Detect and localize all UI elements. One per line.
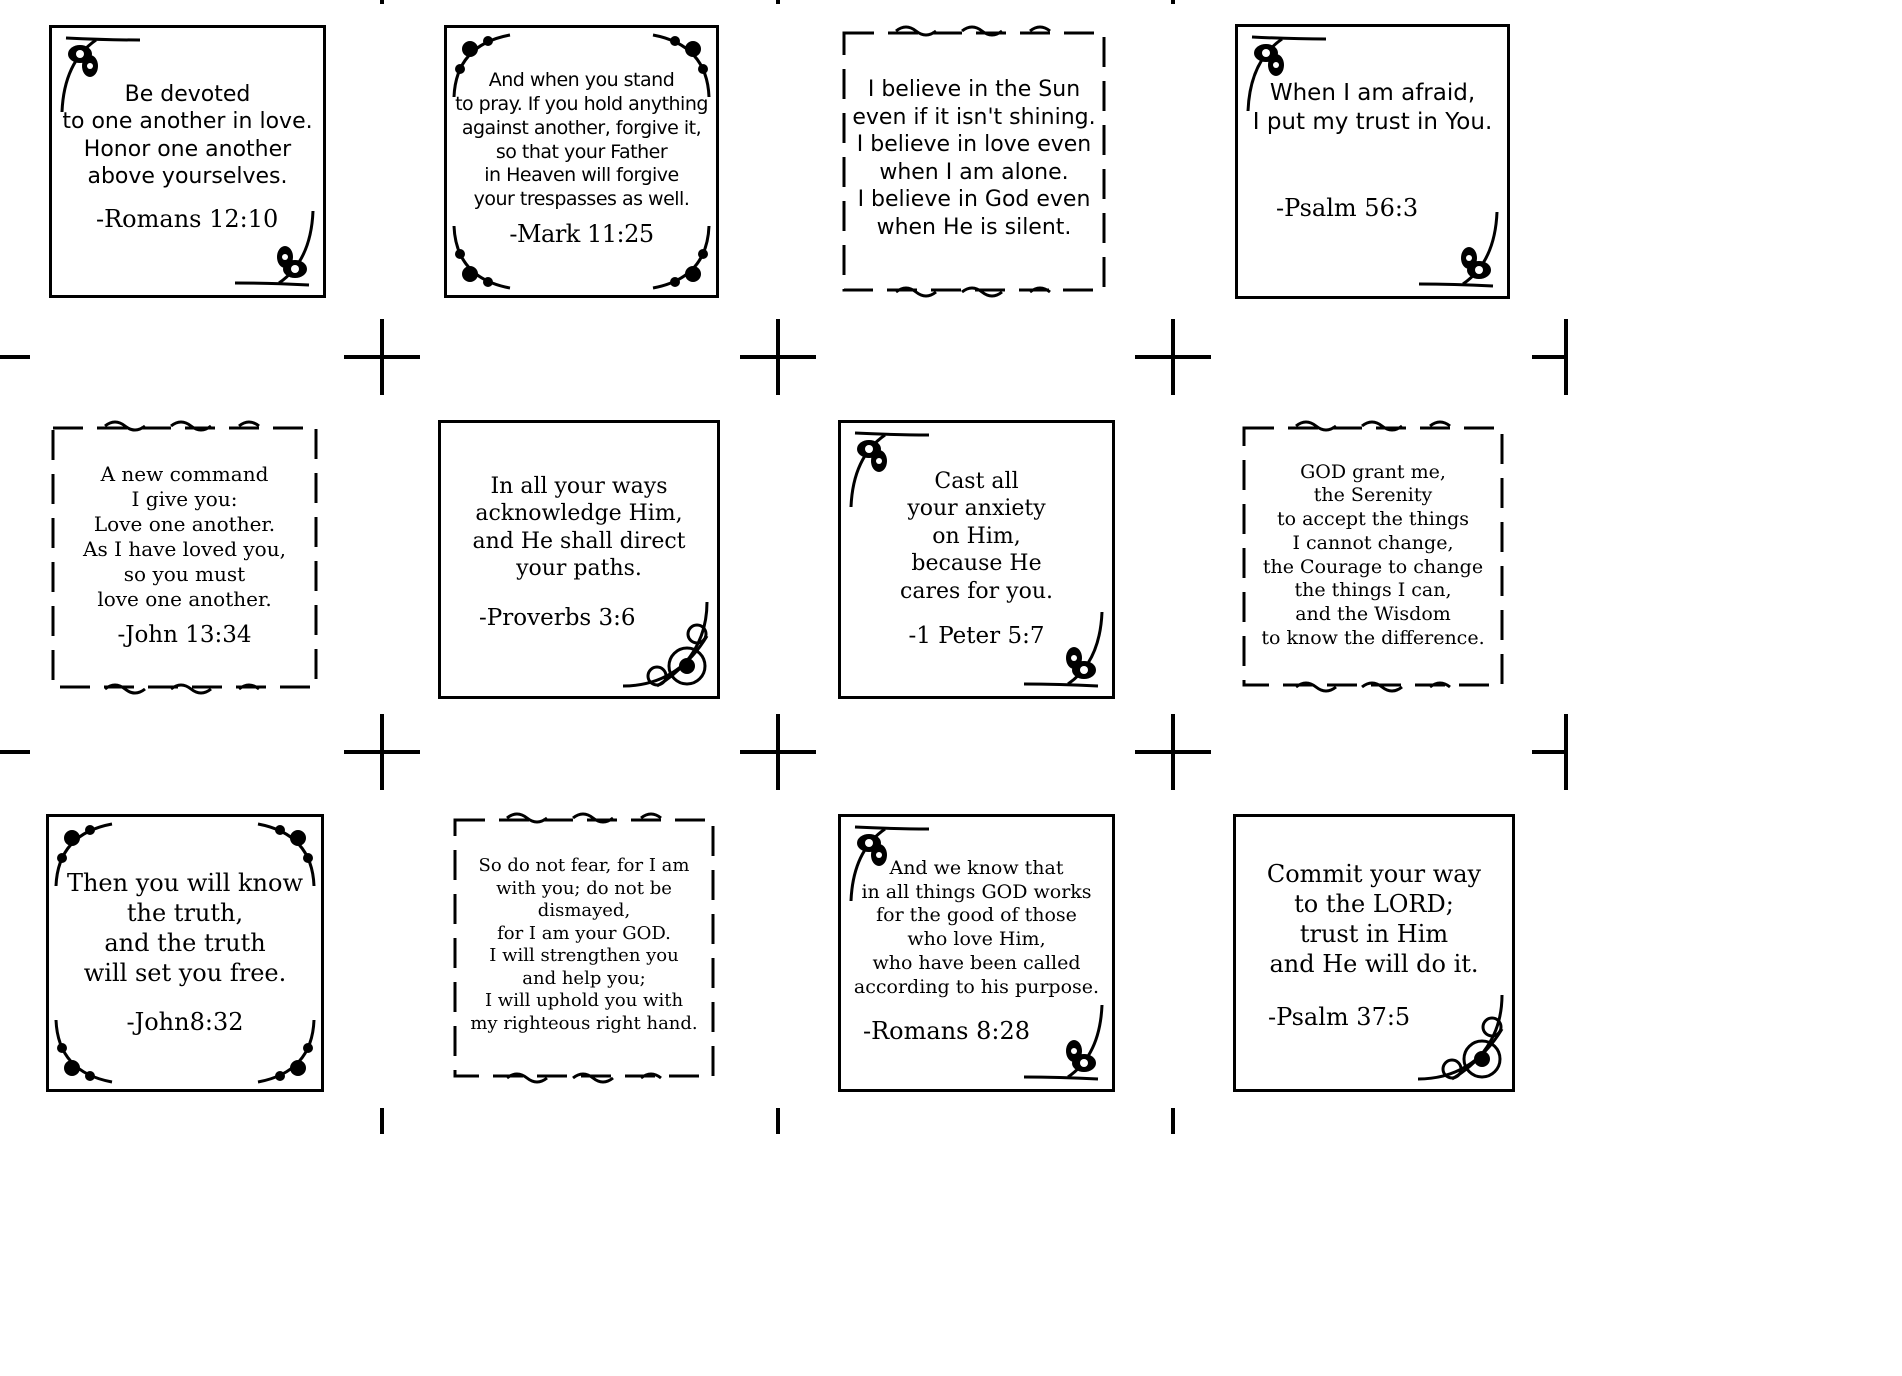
quote-line: so you must (123, 561, 246, 586)
verse-reference: -Romans 8:28 (863, 1017, 1030, 1046)
quote-line: the things I can, (1294, 579, 1452, 602)
quote-line: GOD grant me, (1300, 460, 1446, 483)
card-isaiah-do-not-fear (447, 812, 721, 1084)
quote-line: I believe in love even (856, 132, 1092, 157)
card-mark-11-25 (444, 25, 719, 298)
crop-mark (0, 750, 30, 754)
quote-line: I believe in the Sun (867, 77, 1081, 102)
crop-mark (0, 355, 30, 359)
quote-line: to pray. If you hold anything (455, 93, 708, 115)
quote-line: And we know that (889, 856, 1064, 879)
quote-line: for the good of those (876, 904, 1077, 927)
verse-reference: -Psalm 56:3 (1276, 194, 1419, 223)
quote-line: And when you stand (488, 69, 675, 92)
quote-line: Honor one another (83, 136, 292, 162)
quote-line: and He will do it. (1269, 950, 1479, 978)
quote-line: will set you free. (83, 959, 287, 987)
quote-line: for I am your GOD. (497, 922, 671, 944)
quote-line: with you; do not be (496, 877, 672, 899)
quote-line: my righteous right hand. (470, 1012, 698, 1034)
quote-line: to one another in love. (62, 109, 313, 134)
crop-mark (1532, 355, 1568, 359)
crop-mark (776, 0, 780, 4)
quote-line: When I am afraid, (1269, 79, 1476, 106)
quote-line: and the Wisdom (1295, 603, 1451, 625)
card-1-peter-5-7 (838, 420, 1115, 699)
verse-reference: -1 Peter 5:7 (908, 623, 1045, 650)
crop-mark (740, 714, 816, 790)
quote-line: who have been called (872, 951, 1081, 974)
quote-line: who love Him, (907, 928, 1046, 950)
card-believe-in-the-sun (836, 25, 1112, 298)
crop-mark (380, 0, 384, 4)
quote-line: Cast all (934, 468, 1019, 494)
verse-reference: -Psalm 37:5 (1268, 1003, 1411, 1031)
card-romans-8-28 (838, 814, 1115, 1092)
crop-mark (1135, 714, 1211, 790)
quote-line: to accept the things (1276, 508, 1470, 530)
quote-line: dismayed, (537, 900, 631, 921)
quote-line: A new command (100, 461, 269, 486)
quote-line: when I am alone. (879, 159, 1069, 185)
verse-reference: -John 13:34 (117, 621, 252, 648)
quote-line: even if it isn't shining. (852, 104, 1096, 130)
quote-line: Commit your way (1266, 860, 1482, 888)
quote-line: to know the difference. (1261, 626, 1485, 649)
card-proverbs-3-6 (438, 420, 720, 699)
crop-mark (344, 714, 420, 790)
crop-mark (344, 319, 420, 395)
card-romans-12-10 (49, 25, 326, 298)
quote-line: according to his purpose. (853, 975, 1100, 998)
crop-mark (740, 319, 816, 395)
quote-line: I put my trust in You. (1252, 108, 1493, 135)
card-psalm-56-3 (1235, 24, 1510, 299)
crop-mark (1564, 714, 1568, 790)
crop-mark (1171, 0, 1175, 4)
card-john-13-34 (45, 420, 324, 695)
quote-line: In all your ways (490, 473, 668, 499)
quote-line: trust in Him (1299, 920, 1449, 948)
quote-line: against another, forgive it, (461, 116, 702, 139)
quote-line: I cannot change, (1292, 531, 1454, 554)
quote-line: So do not fear, for I am (478, 855, 690, 876)
quote-line: when He is silent. (876, 214, 1072, 240)
quote-line: to the LORD; (1294, 890, 1454, 918)
quote-line: and He shall direct (472, 528, 686, 554)
quote-line: Be devoted (124, 81, 251, 107)
verse-reference: -John8:32 (126, 1008, 244, 1036)
quote-line: I believe in God even (857, 187, 1091, 212)
quote-line: in all things GOD works (861, 880, 1092, 903)
quote-line: and the truth (104, 929, 266, 957)
card-john-8-32 (46, 814, 324, 1092)
quote-line: Then you will know (66, 869, 304, 897)
card-serenity-prayer (1236, 420, 1510, 693)
quote-line: in Heaven will forgive (484, 164, 679, 187)
quote-line: cares for you. (900, 578, 1053, 604)
quote-line: love one another. (97, 586, 272, 611)
quote-line: and help you; (522, 967, 646, 989)
quote-line: the truth, (126, 899, 244, 927)
quote-line: I will strengthen you (489, 945, 679, 966)
crop-mark (1135, 319, 1211, 395)
quote-line: Love one another. (93, 511, 276, 536)
crop-mark (1171, 1108, 1175, 1134)
quote-line: the Courage to change (1262, 555, 1484, 578)
quote-line: the Serenity (1313, 484, 1433, 507)
verse-reference: -Romans 12:10 (96, 204, 279, 233)
quote-line: I give you: (131, 486, 238, 511)
card-psalm-37-5 (1233, 814, 1515, 1092)
crop-mark (1564, 319, 1568, 395)
quote-line: As I have loved you, (83, 536, 286, 561)
quote-line: your trespasses as well. (473, 188, 690, 210)
quote-line: your anxiety (907, 496, 1046, 522)
crop-mark (776, 1108, 780, 1134)
verse-reference: -Proverbs 3:6 (479, 604, 636, 631)
crop-mark (1532, 750, 1568, 754)
quote-line: I will uphold you with (484, 990, 684, 1011)
verse-reference: -Mark 11:25 (509, 219, 654, 248)
quote-line: acknowledge Him, (475, 501, 683, 526)
quote-line: your paths. (516, 556, 642, 581)
quote-line: above yourselves. (87, 164, 288, 189)
quote-line: so that your Father (495, 140, 668, 163)
crop-mark (380, 1108, 384, 1134)
quote-line: on Him, (932, 523, 1021, 549)
quote-line: because He (911, 551, 1042, 577)
